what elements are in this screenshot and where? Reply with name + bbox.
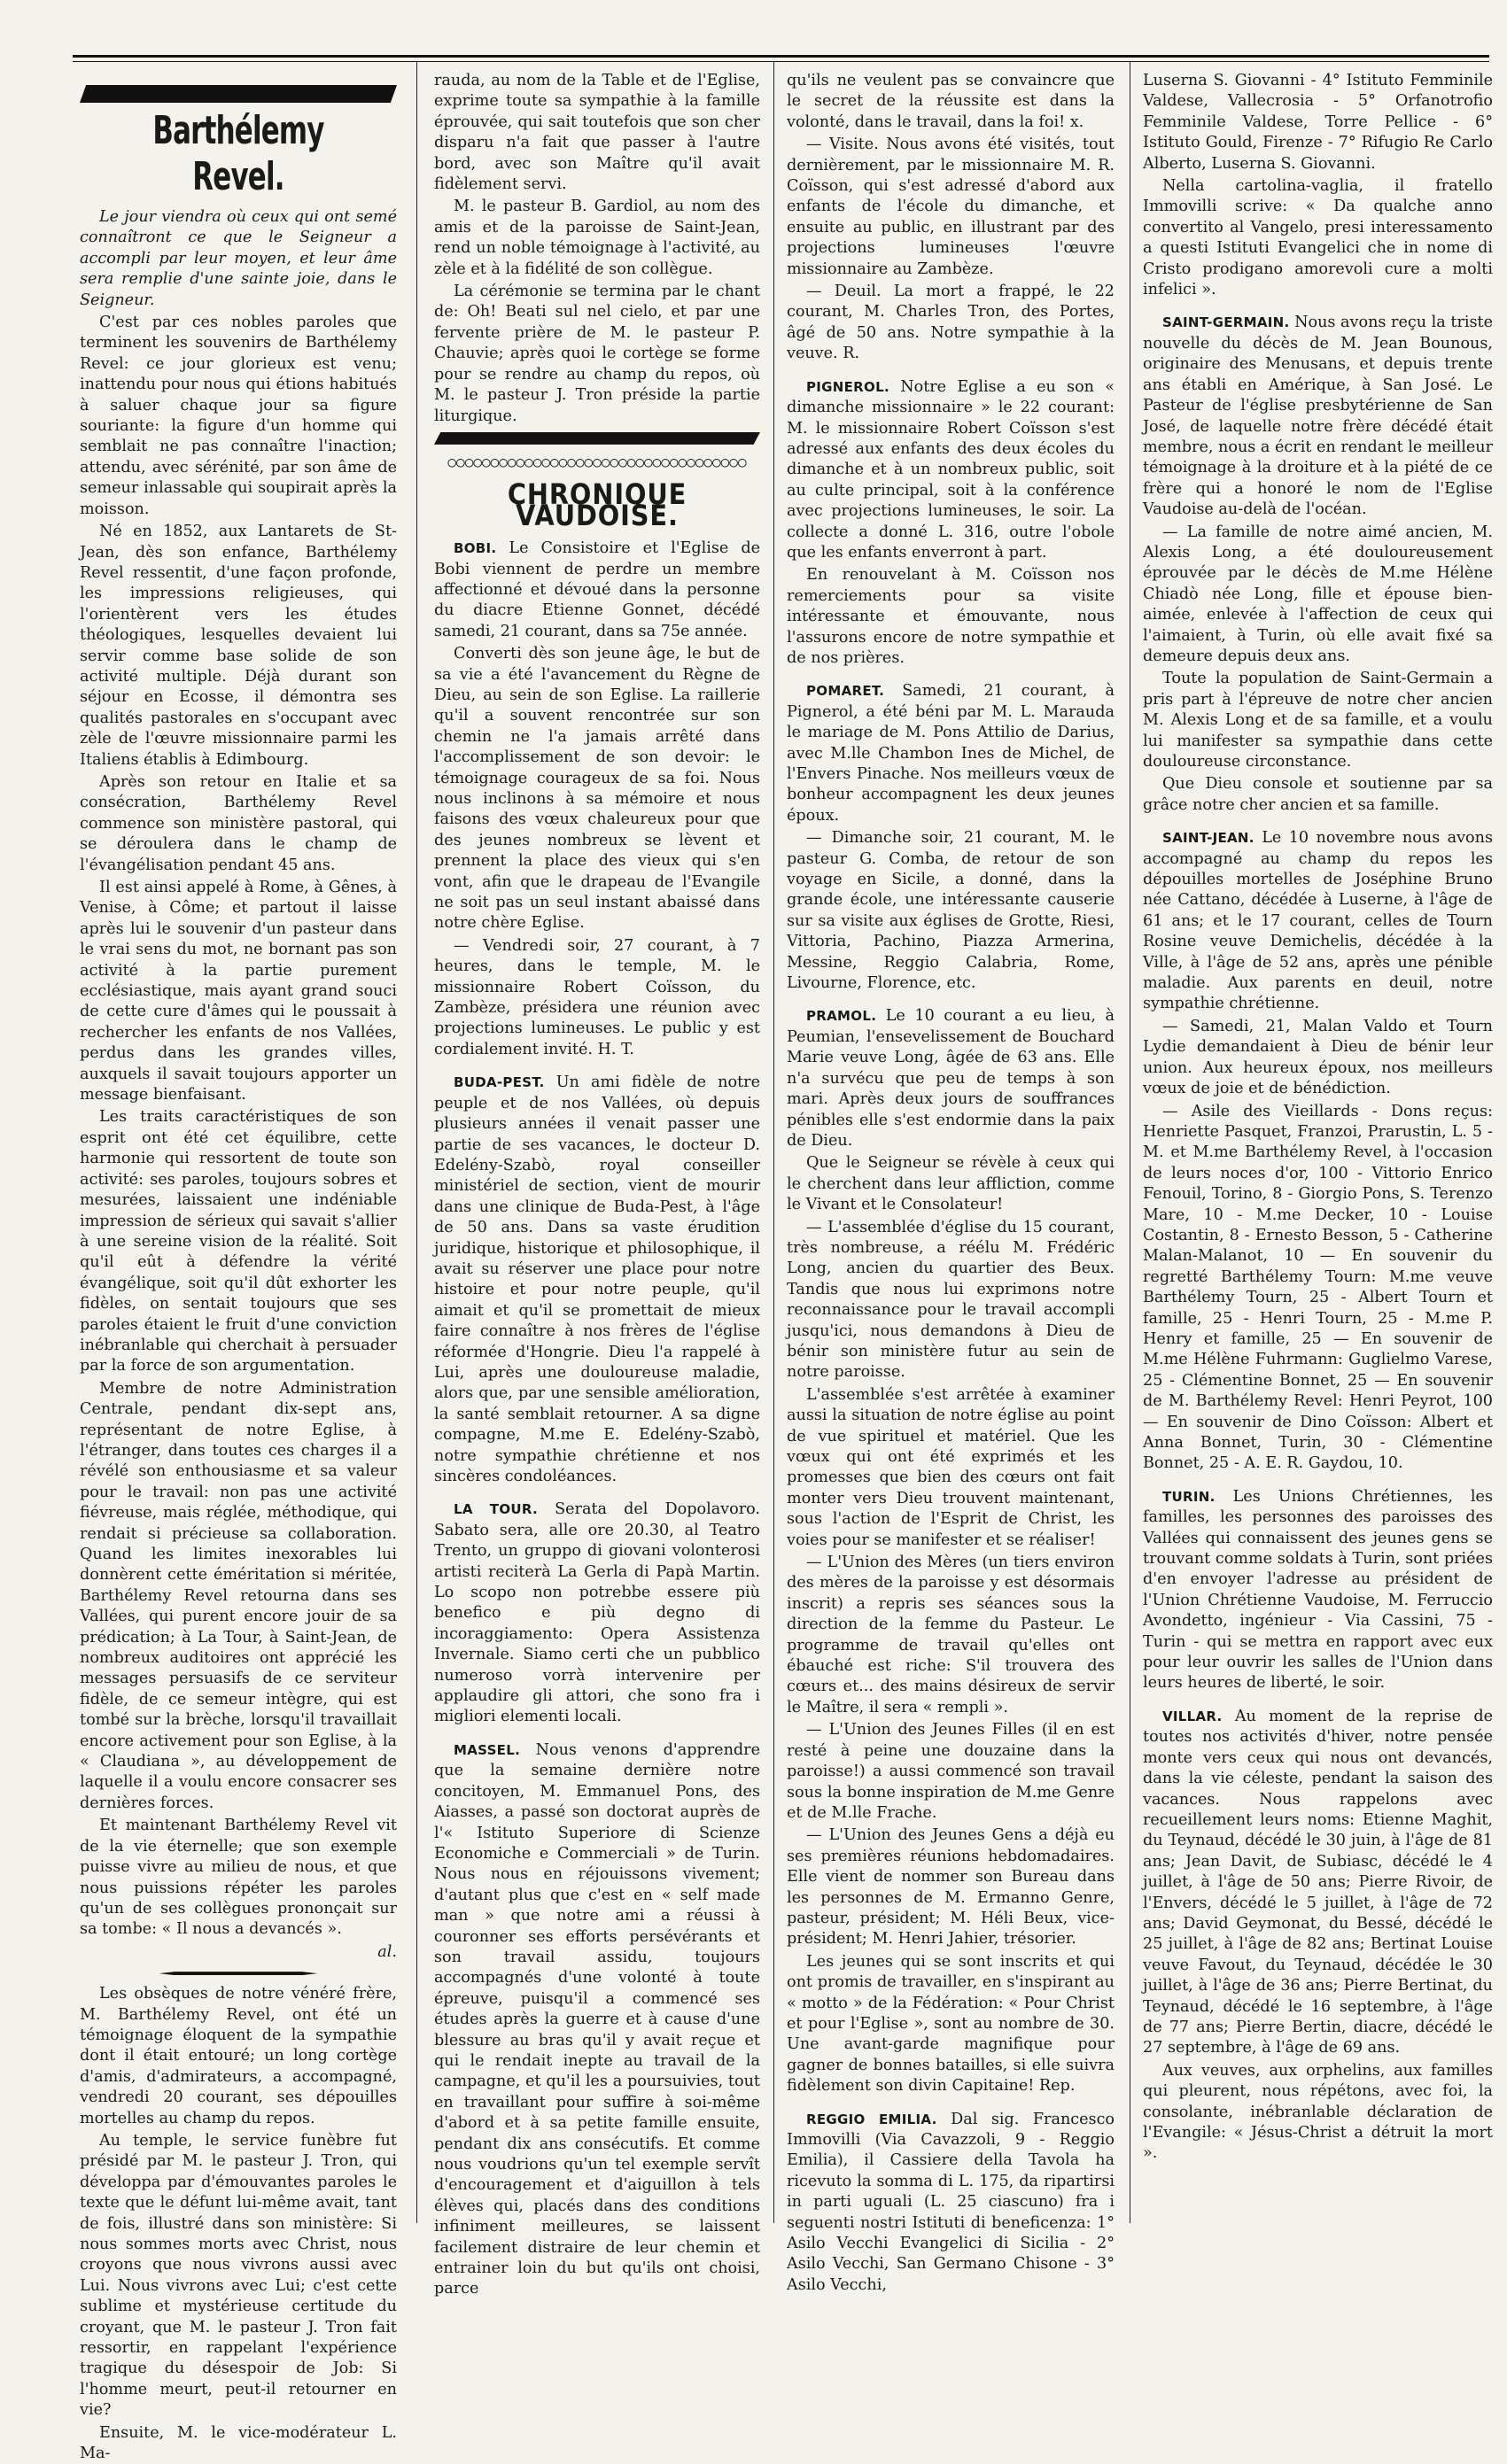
paragraph: Né en 1852, aux Lantarets de St-Jean, dès son enfance, Barthélemy Revel ressentit, d'une façon profonde, les impressions religieuses, qui l'orientèrent vers les études théologiques, lesquelles devaient lui servir comme base solide de son activité multiple. Déjà durant son séjour en Ecosse, il démontra ses qualités pastorales en s'occupant avec zèle de l'œuvre missionnaire parmi les Italiens établis à Edimbourg. bbox=[80, 523, 397, 769]
column-1 bbox=[80, 71, 397, 2463]
paragraph: Et maintenant Barthélemy Revel vit de la vie éternelle; que son exemple puisse vivre au milieu de nous, et que nous puissions répéter les paroles qu'un de ses collègues prononçait sur sa tombe: « Il nous a devancés ». bbox=[80, 1817, 397, 1939]
news-text: Les Unions Chrétiennes, les familles, les personnes des paroisses des Vallées qui connaissent des jeunes gens se trouvant comme soldats à Turin, sont priées d'en envoyer l'adresse au président de l'Union Chrétienne Vaudoise, M. Ferruccio Avondetto, ingénieur - Via Cassini, 75 - Turin - qui se mettra en rapport avec eux pour leur ouvrir les salles de l'Union dans leurs heures de liberté, le soir. bbox=[1143, 1487, 1493, 1693]
news-item bbox=[434, 1073, 760, 1487]
news-item bbox=[434, 539, 760, 642]
news-item bbox=[434, 1740, 760, 2300]
place-heading: SAINT-GERMAIN. bbox=[1162, 314, 1290, 331]
news-item bbox=[434, 644, 760, 934]
news-text: — Deuil. La mort a frappé, le 22 courant, M. Charles Tron, des Portes, âgé de 50 ans. Notre sympathie à la veuve. R. bbox=[787, 283, 1115, 363]
paragraph: M. le pasteur B. Gardiol, au nom des amis et de la paroisse de Saint-Jean, rend un noble témoignage à l'activité, au zèle et à la fidélité de son collègue. bbox=[434, 198, 760, 278]
section-title: CHRONIQUE VAUDOISE. bbox=[507, 477, 687, 532]
news-item bbox=[787, 1720, 1115, 1824]
signature: al. bbox=[377, 1942, 397, 1961]
place-heading: REGGIO EMILIA. bbox=[806, 2111, 937, 2127]
news-text: Au moment de la reprise de toutes nos activités d'hiver, notre pensée monte vers ceux qui nous ont devancés, dans la vie céleste, pendant la saison des vacances. Nous rappelons avec recueillement leurs noms: Etienne Maghit, du Teynaud, décédé le 30 juin, à l'âge de 81 ans; Jean Davit, de Subiasc, décédé le 4 juillet, à l'âge de 50 ans; Pierre Rivoir, de l'Envers, décédé le 5 juillet, à l'âge de 72 ans; David Geymonat, du Bessé, décédé le 25 juillet, à l'âge de 82 ans; Bertinat Louise veuve Favout, du Teynaud, décédée le 30 juillet, à l'âge de 36 ans; Pierre Bertinat, du Teynaud, décédé le 16 septembre, à l'âge de 77 ans; Pierre Bertin, diacre, décédé le 27 septembre, à l'âge de 69 ans. bbox=[1143, 1707, 1493, 2057]
news-text: Converti dès son jeune âge, le but de sa vie a été l'avancement du Règne de Dieu, au sein de son Eglise. La raillerie qu'il a souvent rencontrée sur son chemin ne l'a jamais arrêté dans l'accomplissement de son devoir: le témoignage courageux de sa foi. Nous nous inclinons à sa mémoire et nous faisons des vœux chaleureux pour que des jeunes nombreux se lèvent et prennent la place des vieux qui s'en vont, afin que le drapeau de l'Evangile ne soit pas un seul instant abaissé dans notre chère Eglise. bbox=[434, 645, 760, 933]
column-3 bbox=[787, 71, 1115, 2294]
column-2 bbox=[434, 71, 760, 2298]
column-separator bbox=[416, 62, 417, 2223]
paragraph: Au temple, le service funèbre fut présidé par M. le pasteur J. Tron, qui développa par d'émouvantes paroles le texte que le défunt lui-même avait, tant de fois, illustré dans son ministère: Si nous sommes morts avec Christ, nous croyons que nous vivrons aussi avec Lui. Nous vivrons avec Lui; c'est cette sublime et mystérieuse certitude du croyant, que M. le pasteur J. Tron fait ressortir, en rappelant l'expérience tragique du désespoir de Job: Si l'homme meurt, peut-il retourner en vie? bbox=[80, 2131, 397, 2420]
news-text: — Asile des Vieillards - Dons reçus: Henriette Pasquet, Franzoi, Prarustin, L. 5 - M. et M.me Barthélemy Revel, à l'occasion de leurs noces d'or, 100 - Vittorio Enrico Fenouil, Torino, 8 - Giorgio Pons, S. Terenzo Mare, 10 - M.me Decker, 10 - Louise Costantin, 8 - Ernesto Besson, 5 - Catherine Malan-Malanot, 10 — En souvenir du regretté Barthélemy Tourn: M.me veuve Barthélemy Tourn, 25 - Albert Tourn et famille, 25 - Henri Tourn, 25 - M.me P. Henry et famille, 25 — En souvenir de M.me Hélène Fuhrmann: Guglielmo Varese, 25 - Clémentine Bonnet, 25 — En souvenir de M. Barthélemy Revel: Henri Peyrot, 100 — En souvenir de Dino Coïsson: Albert et Anna Bonnet, Turin, 30 - Clémentine Bonnet, 25 - A. E. R. Gaydou, 10. bbox=[1143, 1102, 1493, 1473]
news-text: — Samedi, 21, Malan Valdo et Tourn Lydie demandaient à Dieu de bénir leur union. Aux heureux époux, nos meilleurs vœux de joie et de bénédiction. bbox=[1143, 1017, 1493, 1098]
news-text: Nella cartolina-vaglia, il fratello Immovilli scrive: « Da qualche anno convertito al Vangelo, presi interessamento a questi Istituti Evangelici che in nome di Cristo prodigano amorevoli cure a molti infelici ». bbox=[1143, 177, 1493, 299]
column-4 bbox=[1143, 71, 1493, 2197]
news-item bbox=[1143, 1487, 1493, 1694]
news-text: L'assemblée s'est arrêtée à examiner aussi la situation de notre église au point de vue spirituel et matériel. Que les vœux qui ont été exprimés et les promesses que bien des cœurs ont fait monter vers Dieu trouvent maintenant, sous l'action de l'Esprit de Christ, les voies pour se manifester et se réaliser! bbox=[787, 1385, 1115, 1549]
news-text: Nous venons d'apprendre que la semaine dernière notre concitoyen, M. Emmanuel Pons, des Aiasses, a passé son doctorat auprès de l'« Istituto Superiore di Scienze Economiche e Commerciali » de Turin. Nous nous en réjouissons vivement; d'autant plus que c'est en « self made man » que notre ami a réussi à couronner ses efforts persévérants et son travail assidu, toujours accompagnés d'une volonté à toute épreuve, puisqu'il a commencé ses études après la guerre et à cause d'une blessure au bras qu'il y avait reçue et qui le rendait inepte au travail de la campagne, et qu'il les a poursuivies, tout en travaillant pour suffire à soi-même d'abord et à sa petite famille ensuite, pendant dix ans consécutifs. Et comme nous voudrions qu'un tel exemple servît d'encouragement et d'aiguillon à tels élèves qui, placés dans des conditions infiniment meilleures, se laissent facilement distraire de leur chemin et entrainer loin du but qu'ils ont choisi, parce bbox=[434, 1740, 760, 2298]
news-text: — Visite. Nous avons été visités, tout dernièrement, par le missionnaire M. R. Coïsson, qui s'est adressé d'abord aux enfants de l'école du dimanche, et ensuite au public, en illustrant par des projections lumineuses l'œuvre missionnaire au Zambèze. bbox=[787, 136, 1115, 278]
chain-ornament: ○○○○○○○○○○○○○○○○○○○○○○○○○○○○○○○○○○○ bbox=[447, 453, 747, 470]
paragraph: Après son retour en Italie et sa consécration, Barthélemy Revel commence son ministère pastoral, qui se déroulera dans le champ de l'évangélisation pendant 45 ans. bbox=[80, 772, 397, 874]
column-separator bbox=[773, 62, 774, 2223]
news-item bbox=[1143, 1707, 1493, 2059]
news-text: qu'ils ne veulent pas se convaincre que le secret de la réussite est dans la volonté, dans le travail, dans la foi! x. bbox=[787, 72, 1115, 131]
place-heading: MASSEL. bbox=[454, 1741, 521, 1758]
news-text: En renouvelant à M. Coïsson nos remerciements pour sa visite intéressante et émouvante, nous l'assurons encore de notre sympathie et de nos prières. bbox=[787, 566, 1115, 667]
news-text: Le 10 courant a eu lieu, à Peumian, l'ensevelissement de Bouchard Marie veuve Long, âgée de 63 ans. Elle n'a survécu que peu de temps à son mari. Après deux jours de souffrances pénibles elle s'est endormie dans la paix de Dieu. bbox=[787, 1007, 1115, 1150]
news-item bbox=[787, 71, 1115, 133]
news-text: Aux veuves, aux orphelins, aux familles qui pleurent, nous répétons, avec foi, la consolante, inébranlable déclaration de l'Evangile: « Jésus-Christ a détruit la mort ». bbox=[1143, 2061, 1493, 2163]
news-item bbox=[1143, 176, 1493, 300]
news-item bbox=[787, 828, 1115, 994]
news-item bbox=[434, 1499, 760, 1727]
news-item bbox=[787, 1006, 1115, 1151]
news-item bbox=[1143, 313, 1493, 520]
news-item bbox=[434, 936, 760, 1060]
paragraph: Il est ainsi appelé à Rome, à Gênes, à Venise, à Côme; et partout il laisse après lui le souvenir d'un pasteur dans le vrai sens du mot, ne bornant pas son activité à la partie purement ecclésiastique, mais ayant grand souci de cette cure d'âmes qui le poussait à rechercher les enfants de nos Vallées, perdus dans les grandes villes, auxquels il savait toujours apporter un message bienfaisant. bbox=[80, 879, 397, 1104]
news-item bbox=[787, 1825, 1115, 1949]
news-item bbox=[787, 681, 1115, 826]
paragraph: Les traits caractéristiques de son esprit ont été cet équilibre, cette harmonie qui ressortent de toute son activité: ses paroles, toujours sobres et mesurées, laissaient une indéniable impression de sérieux qui savait s'allier à une sereine vision de la réalité. Soit qu'il eût à défendre la vérité évangélique, soit qu'il dût exhorter les fidèles, on sentait toujours que ses paroles étaient le fruit d'une conviction inébranlable qui cherchait à persuader par la force de son argumentation. bbox=[80, 1108, 397, 1375]
news-text: Que le Seigneur se révèle à ceux qui le cherchent dans leur affliction, comme le Vivant et le Consolateur! bbox=[787, 1154, 1115, 1214]
news-item bbox=[787, 1218, 1115, 1383]
place-heading: BOBI. bbox=[454, 540, 497, 557]
news-item bbox=[1143, 669, 1493, 772]
news-text: Un ami fidèle de notre peuple et de nos Vallées, où depuis plusieurs années il venait passer une partie de ses vacances, le docteur D. Edelény-Szabò, royal conseiller ministériel de section, vient de mourir dans une clinique de Buda-Pest, à l'âge de 50 ans. Dans sa vaste érudition juridique, historique et philosophique, il avait su réserver une place pour notre histoire et pour notre peuple, qu'il aimait et qu'il se promettait de mieux faire connaître à nos frères de l'église réformée d'Hongrie. Dieu l'a rappelé à Lui, après une douloureuse maladie, alors que, par une sensible amélioration, la santé semblait retourner. A sa digne compagne, M.me E. Edelény-Szabò, notre sympathie chrétienne et nos sincères condoléances. bbox=[434, 1073, 760, 1485]
news-text: Nous avons reçu la triste nouvelle du décès de M. Jean Bounous, originaire des Menusans, et depuis trente ans établi en Amérique, à San José. Le Pasteur de l'église presbytérienne de San José, de laquelle notre frère décédé était membre, nous a écrit en rendant le meilleur témoignage à la droiture et à la piété de ce frère qui a honoré le nom de l'Eglise Vaudoise au-delà de l'océan. bbox=[1143, 314, 1493, 519]
news-item bbox=[787, 2110, 1115, 2297]
news-items bbox=[1143, 71, 1493, 2165]
article-title: Barthélemy Revel. bbox=[152, 108, 324, 199]
news-text: Que Dieu console et soutienne par sa grâce notre cher ancien et sa famille. bbox=[1143, 775, 1493, 814]
place-heading: BUDA-PEST. bbox=[454, 1074, 545, 1091]
news-item bbox=[787, 377, 1115, 564]
divider-bar bbox=[434, 432, 760, 445]
news-items bbox=[787, 71, 1115, 2296]
news-item bbox=[1143, 2061, 1493, 2165]
news-item bbox=[787, 1153, 1115, 1215]
title-banner-bar bbox=[80, 85, 397, 103]
news-item bbox=[1143, 828, 1493, 1015]
news-text: — L'Union des Jeunes Filles (il en est resté à peine une douzaine dans la paroisse!) a aussi commencé son travail sous la bonne inspiration de M.me Genre et de M.lle Frache. bbox=[787, 1721, 1115, 1822]
place-heading: PIGNEROL. bbox=[806, 378, 889, 395]
news-item bbox=[1143, 774, 1493, 816]
news-item bbox=[1143, 523, 1493, 668]
news-text: Les jeunes qui se sont inscrits et qui ont promis de travailler, en s'inspirant au « motto » de la Fédération: « Pour Christ et pour l'Eglise », sont au nombre de 30. Une avant-garde magnifique pour gagner de bonnes batailles, si elle suivra fidèlement son divin Capitaine! Rep. bbox=[787, 1952, 1115, 2096]
place-heading: POMARET. bbox=[806, 683, 885, 700]
page-top-rule bbox=[73, 55, 1489, 62]
news-item bbox=[787, 1952, 1115, 2097]
news-item bbox=[787, 282, 1115, 365]
paragraph: C'est par ces nobles paroles que terminent les souvenirs de Barthélemy Revel: ce jour glorieux est venu; inattendu pour nous qui étions habitués à saluer chaque jour sa figure souriante: la figure d'un homme qui semblait ne pas connaître l'inaction; attendu, avec sérénité, par son âme de semeur inlassable qui soupirait après la moisson. bbox=[80, 314, 397, 518]
news-item bbox=[787, 135, 1115, 280]
news-item bbox=[1143, 71, 1493, 174]
news-item bbox=[1143, 1017, 1493, 1100]
news-text: Dal sig. Francesco Immovilli (Via Cavazzoli, 9 - Reggio Emilia), il Cassiere della Tavola ha ricevuto la somma di L. 175, da ripartirsi in parti uguali (L. 25 ciascuno) fra i seguenti nostri Istituti di beneficenza: 1° Asilo Vecchi Evangelici di Sicilia - 2° Asilo Vecchi, San Germano Chisone - 3° Asilo Vecchi, bbox=[787, 2110, 1115, 2294]
news-item bbox=[787, 1385, 1115, 1551]
paragraph: Les obsèques de notre vénéré frère, M. Barthélemy Revel, ont été un témoignage éloquent de la sympathie dont il était entouré; un long cortège d'amis, d'admirateurs, a accompagné, vendredi 20 courant, ses dépouilles mortelles au champ du repos. bbox=[80, 1985, 397, 2127]
news-text: — Dimanche soir, 21 courant, M. le pasteur G. Comba, de retour de son voyage en Sicile, a donné, dans la grande école, une intéressante causerie sur sa visite aux églises de Grotte, Riesi, Vittoria, Pachino, Piazza Armerina, Messine, Reggio Calabria, Rome, Livourne, Florence, etc. bbox=[787, 829, 1115, 993]
news-item bbox=[787, 565, 1115, 669]
news-item bbox=[1143, 1102, 1493, 1475]
place-heading: PRAMOL. bbox=[806, 1008, 877, 1025]
news-text: Le 10 novembre nous avons accompagné au champ du repos les dépouilles mortelles de Joséphine Bruno née Cattano, décédée à Luserne, à l'âge de 61 ans; et le 17 courant, celles de Tourn Rosine veuve Demichelis, décédée à la Ville, à l'âge de 52 ans, après une pénible maladie. Aux parents en deuil, notre sympathie chrétienne. bbox=[1143, 829, 1494, 1013]
paragraph: Ensuite, M. le vice-modérateur L. Ma- bbox=[80, 2423, 397, 2463]
news-text: — L'Union des Mères (un tiers environ des mères de la paroisse y est désormais inscrit) a repris ses séances sous la direction de la femme du Pasteur. Le programme de travail qu'elles ont ébauché est riche: S'il trouvera des cœurs et... des mains désireux de servir le Maître, il sera « rempli ». bbox=[787, 1554, 1115, 1716]
epigraph: Le jour viendra où ceux qui ont semé connaîtront ce que le Seigneur a accompli par leur moyen, et leur âme sera remplie d'une sainte joie, dans le Seigneur. bbox=[80, 208, 397, 309]
news-text: — L'Union des Jeunes Gens a déjà eu ses premières réunions hebdomadaires. Elle vient de nommer son Bureau dans les personnes de M. Ermanno Genre, pasteur, président; M. Héli Beux, vice-président; M. Henri Jahier, trésorier. bbox=[787, 1826, 1115, 1949]
place-heading: TURIN. bbox=[1162, 1488, 1216, 1505]
place-heading: SAINT-JEAN. bbox=[1162, 830, 1255, 847]
place-heading: VILLAR. bbox=[1162, 1708, 1223, 1724]
news-text: Toute la population de Saint-Germain a pris part à l'épreuve de notre cher ancien M. Alexis Long et de sa famille, et a voulu lui manifester sa sympathie dans cette douloureuse circonstance. bbox=[1143, 670, 1493, 771]
divider-ornament bbox=[159, 1972, 318, 1975]
news-item bbox=[787, 1553, 1115, 1718]
news-items bbox=[434, 539, 760, 2300]
news-text: — L'assemblée d'église du 15 courant, très nombreuse, a réélu M. Frédéric Long, ancien du quartier des Beux. Tandis que nous lui exprimons notre reconnaissance pour le travail accompli jusqu'ici, nous demandons à Dieu de bénir son ministère futur au sein de notre paroisse. bbox=[787, 1218, 1115, 1382]
paragraph: rauda, au nom de la Table et de l'Eglise, exprime toute sa sympathie à la famille éprouvée, qui sait toutefois que son cher disparu n'a fait que passer à l'autre bord, avec son Maître qu'il avait fidèlement servi. bbox=[434, 72, 760, 194]
news-text: Samedi, 21 courant, à Pignerol, a été béni par M. L. Marauda le mariage de M. Pons Attilio de Darius, avec M.lle Chambon Ines de Michel, de l'Envers Pinache. Nos meilleurs vœux de bonheur accompagnent les deux jeunes époux. bbox=[787, 682, 1115, 825]
news-text: Le Consistoire et l'Eglise de Bobi viennent de perdre un membre affectionné et dévoué dans la personne du diacre Etienne Gonnet, décédé samedi, 21 courant, dans sa 75e année. bbox=[434, 539, 760, 640]
news-text: Luserna S. Giovanni - 4° Istituto Femminile Valdese, Vallecrosia - 5° Orfanotrofio Femminile Valdese, Torre Pellice - 6° Istituto Gould, Firenze - 7° Rifugio Re Carlo Alberto, Luserna S. Giovanni. bbox=[1143, 72, 1493, 173]
paragraph: Membre de notre Administration Centrale, pendant dix-sept ans, représentant de notre Eglise, à l'étranger, dans toutes ces charges il a révélé son enthousiasme et sa valeur pour le travail: non pas une activité fiévreuse, mais réglée, méthodique, qui rendait si précieuse sa collaboration. Quand les limites inexorables lui donnèrent cette éméritation si méritée, Barthélemy Revel retourna dans ses Vallées, qui purent encore jouir de sa prédication; à La Tour, à Saint-Jean, de nombreux auditoires ont apprécié les messages persuasifs de ce serviteur fidèle, de ce semeur intègre, qui est tombé sur la brèche, lorsqu'il travaillait encore activement pour son Eglise, à la « Claudiana », au développement de laquelle il a voulu encore consacrer ses dernières forces. bbox=[80, 1379, 397, 1812]
news-text: — Vendredi soir, 27 courant, à 7 heures, dans le temple, M. le missionnaire Robert Coïsson, du Zambèze, présidera une réunion avec projections lumineuses. Le public y est cordialement invité. H. T. bbox=[434, 936, 760, 1058]
news-text: Serata del Dopolavoro. Sabato sera, alle ore 20.30, al Teatro Trento, un gruppo di giovani volonterosi artisti reciterà La Gerla di Papà Martin. Lo scopo non potrebbe essere più benefico e più degno di incoraggiamento: Opera Assistenza Invernale. Siamo certi che un pubblico numeroso vorrà intervenire per applaudire gli attori, che sono fra i migliori elementi locali. bbox=[434, 1500, 760, 1726]
paragraph: La cérémonie se termina par le chant de: Oh! Beati sul nel cielo, et par une fervente prière de M. le pasteur P. Chauvie; après quoi le cortège se forme pour se rendre au champ du repos, où M. le pasteur J. Tron préside la partie liturgique. bbox=[434, 283, 760, 425]
news-text: Notre Eglise a eu son « dimanche missionnaire » le 22 courant: M. le missionnaire Robert Coïsson s'est adressé aux enfants des deux écoles du dimanche et à un nombreux public, soit au culte principal, soit à la conférence avec projections lumineuses, le soir. La collecte a donné L. 316, outre l'obole que les enfants enverront à part. bbox=[787, 377, 1115, 562]
news-text: — La famille de notre aimé ancien, M. Alexis Long, a été douloureusement éprouvée par le décès de M.me Hélène Chiadò née Long, fille et épouse bien-aimée, enlevée à l'affection de ceux qui l'aimaient, à Turin, où elle avait fixé sa demeure depuis deux ans. bbox=[1143, 523, 1493, 665]
place-heading: LA TOUR. bbox=[454, 1501, 538, 1518]
